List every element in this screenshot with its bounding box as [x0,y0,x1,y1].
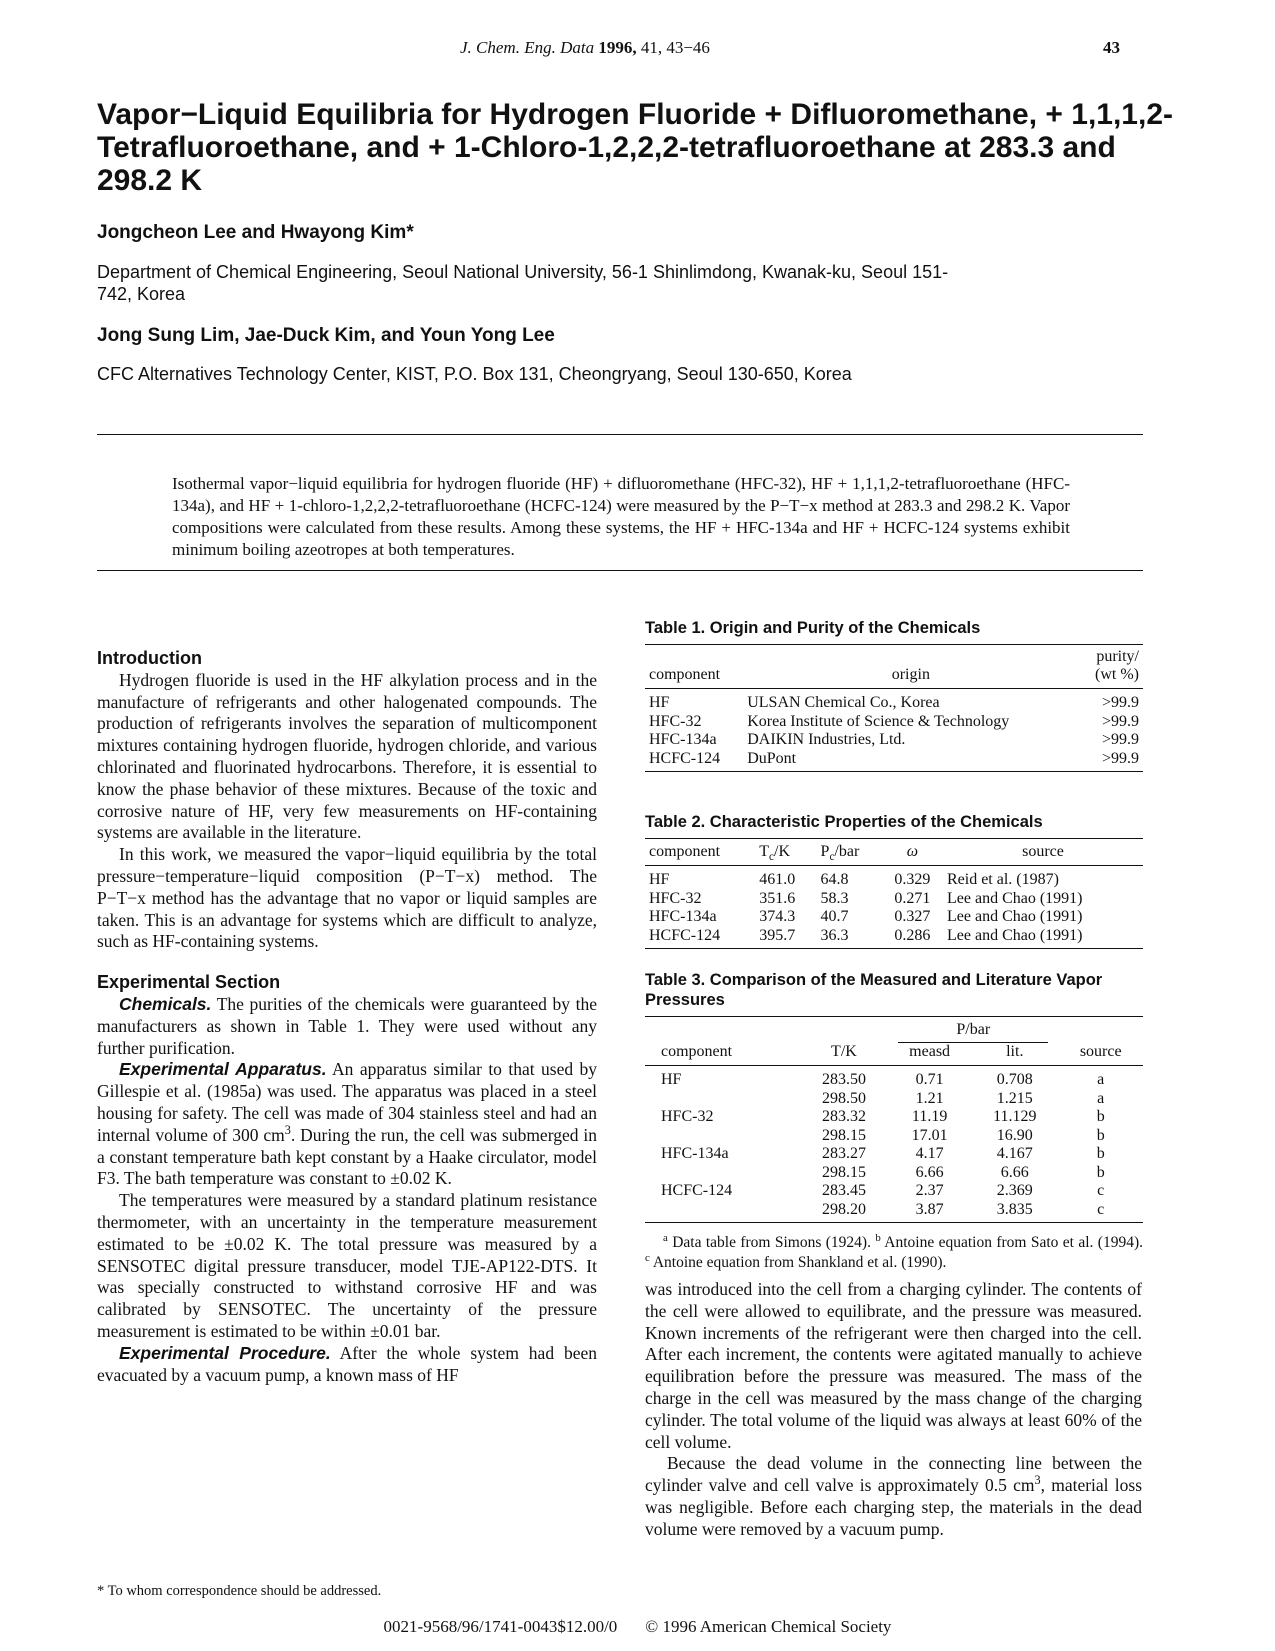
footnote-mark-c: c [645,1251,650,1264]
table-3-caption: Table 3. Comparison of the Measured and Literature Vapor Pressures [645,971,1103,1009]
table-cell: 298.50 [821,1089,866,1107]
page-footer [0,1617,1275,1637]
cube-superscript: 3 [284,1122,291,1137]
left-column [97,648,597,1386]
table-cell: >99.9 [1101,731,1139,748]
table-cell: HFC-32 [649,889,702,907]
table-cell: 0.329 [894,871,931,888]
table-cell: >99.9 [1101,694,1139,711]
table-cell: 6.66 [915,1163,944,1181]
table-1-header-origin: origin [743,645,1078,689]
table-3-header-t: T/K [800,1043,888,1066]
intro-paragraph-2: In this work, we measured the vapor−liquid equilibria by the total pressure−temperature−liquid composition (P−T−x) method. The P−T−x method has the advantage that no vapor or liquid samples are taken. This is an advantage for systems which are difficult to analyze, such as HF-containing systems. [97,844,597,952]
table-cell: 40.7 [820,908,849,925]
apparatus-text-a: An apparatus similar to that used by Gillespie et al. (1985a) was used. The apparatus was placed in a steel housing for safety. The cell was made of 304 stainless steel and had an internal volume of 300 cm [97,1059,597,1145]
journal-pages: 41, 43−46 [636,38,710,57]
right-column-body [645,1279,1142,1541]
dead-volume-paragraph [645,1453,1142,1540]
table-cell [645,1090,800,1109]
table-cell: HCFC-124 [645,750,743,772]
dead-volume-text-a: Because the dead volume in the connecting line between the cylinder valve and cell valve is approximately 0.5 cm [645,1453,1142,1496]
running-head [0,38,1275,62]
abstract: Isothermal vapor−liquid equilibria for hydrogen fluoride (HF) + difluoromethane (HFC-32), HF + 1,1,1,2-tetrafluoroethane (HFC-134a), and HF + 1-chloro-1,2,2,2-tetrafluoroethane (HCFC-124) were measured by the P−T−x method at 283.3 and 298.2 K. Vapor compositions were calculated from these results. Among these systems, the HF + HFC-134a and HF + HCFC-124 systems exhibit minimum boiling azeotropes at both temperatures. [172,474,1070,559]
table-cell: 374.3 [759,908,796,925]
table-row [645,890,1143,909]
table-cell: 11.129 [993,1108,1037,1125]
table-cell: 298.15 [821,1163,866,1181]
copyright-notice: © 1996 American Chemical Society [645,1617,892,1636]
table-cell: 17.01 [911,1126,948,1144]
apparatus-paragraph [97,1059,597,1190]
table-cell: Korea Institute of Science & Technology [747,712,1010,730]
table-cell: ULSAN Chemical Co., Korea [747,694,940,711]
table-3-header-component: component [645,1043,800,1066]
table-row [645,731,1143,750]
table-row [645,1127,1143,1146]
table-cell: >99.9 [1101,712,1139,730]
table-cell: 298.20 [800,1201,888,1223]
tc-subscript: c [769,851,774,864]
chemicals-text: The purities of the chemicals were guaranteed by the manufacturers as shown in Table 1. They were used without any further purification. [97,993,597,1058]
table-cell: 4.167 [996,1145,1033,1162]
authors-group-2: Jong Sung Lim, Jae-Duck Kim, and Youn Yong Lee [97,325,555,346]
table-cell: 283.45 [821,1182,866,1199]
table-row [645,689,1143,713]
table-cell: HCFC-124 [661,1182,733,1199]
page-number: 43 [1103,38,1120,57]
table-cell: 2.37 [915,1182,944,1199]
table-cell: 0.71 [915,1071,944,1088]
table-cell: HF [649,694,670,711]
table-row [645,1090,1143,1109]
table-cell [645,1164,800,1183]
chemicals-paragraph [97,994,597,1059]
article-code: 0021-9568/96/1741-0043$12.00/0 [383,1617,618,1636]
table-cell: 16.90 [996,1126,1033,1144]
pc-unit: /bar [834,843,860,860]
table-cell: 283.32 [821,1108,866,1125]
footnote-mark-b: b [875,1231,881,1244]
table-2-caption: Table 2. Characteristic Properties of the Chemicals [645,813,1043,831]
table-row [645,866,1143,890]
table-1-header-purity-line1: purity/ [1096,648,1139,665]
abstract-bottom-rule [97,570,1143,571]
table-cell: a [1097,1071,1105,1088]
table-cell: 1.215 [996,1089,1033,1107]
procedure-paragraph [97,1343,597,1387]
pc-subscript: c [829,851,835,864]
table-cell: Reid et al. (1987) [946,871,1059,888]
journal-citation [460,38,710,58]
journal-name: J. Chem. Eng. Data [460,38,599,57]
footnote-c-text: Antoine equation from Shankland et al. (1990). [649,1254,947,1271]
table-cell: HFC-32 [649,712,702,730]
table-cell: HFC-134a [649,908,717,925]
table-cell: 283.50 [821,1071,866,1088]
table-2-grid [645,838,1143,949]
table-cell: 0.708 [996,1071,1033,1088]
table-cell: 58.3 [820,889,849,907]
footnote-a-text: Data table from Simons (1924). [667,1234,876,1251]
table-cell: 6.66 [1000,1163,1029,1181]
table-cell: HF [649,871,670,888]
pc-symbol: P [820,843,830,860]
table-cell: 64.8 [820,871,849,888]
table-2-header-pc [817,839,882,866]
journal-year: 1996, [598,38,637,57]
table-cell: 395.7 [755,927,816,949]
tc-unit: /K [774,843,790,860]
table-3-group-header [888,1017,1058,1044]
table-3-header-lit: lit. [971,1043,1058,1066]
authors-group-1: Jongcheon Lee and Hwayong Kim* [97,222,414,243]
table-cell: Lee and Chao (1991) [946,889,1083,907]
table-cell: 11.19 [911,1108,948,1125]
tc-symbol: T [759,843,770,860]
table-3-spacer [645,1017,800,1044]
table-cell: 0.271 [894,889,931,907]
table-row [645,750,1143,772]
table-cell: 3.835 [971,1201,1058,1223]
procedure-continued-paragraph: was introduced into the cell from a charging cylinder. The contents of the cell were allowed to equilibrate, and the pressure was measured. Known increments of the refrigerant were then charged into the cell. After each increment, the contents were agitated manually to achieve equilibration before the pressure was measured. The mass of the charge in the cell was measured by the mass change of the charging cylinder. The total volume of the liquid was always at least 60% of the cell volume. [645,1279,1142,1452]
table-3-spacer [1058,1017,1143,1044]
table-row [645,1182,1143,1201]
table-cell: HFC-134a [649,731,717,748]
table-cell: 283.27 [821,1145,866,1162]
table-cell [645,1127,800,1146]
table-row [645,1145,1143,1164]
table-cell: >99.9 [1078,750,1143,772]
table-cell: 36.3 [817,927,882,949]
temperature-paragraph: The temperatures were measured by a standard platinum resistance thermometer, with an uncertainty in the temperature measurement estimated to be ±0.02 K. The total pressure was measured by a SENSOTEC digital pressure transducer, model TJE-AP122-DTS. It was specially constructed to withstand corrosive HF and was calibrated by SENSOTEC. The uncertainty of the pressure measurement is estimated to be within ±0.01 bar. [97,1190,597,1341]
table-cell: b [1096,1126,1105,1144]
table-cell: DAIKIN Industries, Ltd. [747,731,906,748]
table-1-caption: Table 1. Origin and Purity of the Chemicals [645,619,981,637]
table-cell: b [1096,1108,1105,1125]
table-cell: HFC-134a [661,1145,729,1162]
procedure-run-head: Experimental Procedure. [119,1342,331,1363]
table-1-header-purity-line2: (wt %) [1095,666,1139,683]
table-row [645,1164,1143,1183]
affiliation-2: CFC Alternatives Technology Center, KIST, P.O. Box 131, Cheongryang, Seoul 130-650, Korea [97,364,852,384]
table-row [645,927,1143,949]
table-1-header-component: component [645,645,743,689]
procedure-text: After the whole system had been evacuated by a vacuum pump, a known mass of HF [97,1342,597,1385]
table-3-spacer [800,1017,888,1044]
correspondence-footnote: * To whom correspondence should be addressed. [97,1583,382,1599]
table-2 [645,812,1143,949]
table-cell: DuPont [743,750,1078,772]
table-cell: Lee and Chao (1991) [946,908,1083,925]
table-2-header-source: source [943,839,1143,866]
table-3-header-measd: measd [888,1043,971,1066]
table-cell [645,1201,800,1223]
table-3-group-label: P/bar [898,1021,1048,1043]
dead-volume-text-b: , material loss was negligible. Before each charging step, the materials in the dead volume were removed by a vacuum pump. [645,1475,1142,1539]
table-cell: 1.21 [915,1089,944,1107]
table-row [645,908,1143,927]
table-3-header-source: source [1058,1043,1143,1066]
table-cell: c [1097,1182,1105,1199]
cube-superscript: 3 [1034,1473,1041,1488]
table-3-grid [645,1016,1143,1223]
intro-paragraph-1: Hydrogen fluoride is used in the HF alkylation process and in the manufacture of refrigerants and other halogenated compounds. The production of refrigerants involves the separation of multicomponent mixtures containing hydrogen fluoride, hydrogen chloride, and various chlorinated and fluorinated hydrocarbons. Therefore, it is essential to know the phase behavior of these mixtures. Because of the toxic and corrosive nature of HF, very few measurements on HF-containing systems are available in the literature. [97,669,597,843]
footnote-mark-a: a [663,1231,668,1244]
apparatus-run-head: Experimental Apparatus. [119,1059,327,1080]
table-row [645,713,1143,732]
table-row [645,1108,1143,1127]
table-row [645,1201,1143,1223]
table-cell: 351.6 [759,889,796,907]
table-cell: 2.369 [996,1182,1033,1199]
table-cell: b [1096,1145,1105,1162]
table-row [645,1066,1143,1090]
footnote-b-text: Antoine equation from Sato et al. (1994). [880,1234,1143,1251]
table-cell: HCFC-124 [645,927,755,949]
chemicals-run-head: Chemicals. [119,993,212,1014]
table-3 [645,970,1143,1273]
affiliation-1: Department of Chemical Engineering, Seoul National University, 56-1 Shinlimdong, Kwanak-ku, Seoul 151-742, Korea [97,262,949,304]
table-1-grid [645,644,1143,772]
table-cell: 0.286 [882,927,943,949]
table-cell: HF [661,1071,682,1088]
table-cell: 0.327 [894,908,931,925]
table-cell: a [1097,1089,1105,1107]
paper-title: Vapor−Liquid Equilibria for Hydrogen Fluoride + Difluoromethane, + 1,1,1,2-Tetrafluoroethane, and + 1-Chloro-1,2,2,2-tetrafluoroethane at 283.3 and 298.2 K [97,98,1174,197]
table-1 [645,618,1143,772]
table-2-header-component: component [645,839,755,866]
table-cell: b [1096,1163,1105,1181]
apparatus-text-b: . During the run, the cell was submerged in a constant temperature bath kept constant by a Haake circulator, model F3. The bath temperature was constant to ±0.02 K. [97,1124,597,1189]
table-2-header-tc [755,839,816,866]
abstract-top-rule [97,434,1143,435]
table-cell: 298.15 [821,1126,866,1144]
table-cell: 4.17 [915,1145,944,1162]
table-1-header-purity [1078,645,1143,689]
table-cell: 461.0 [759,871,796,888]
table-cell: c [1058,1201,1143,1223]
table-3-footnotes [645,1233,1143,1273]
intro-heading: Introduction [97,648,202,668]
experimental-heading: Experimental Section [97,972,281,993]
table-cell: Lee and Chao (1991) [943,927,1143,949]
table-cell: 3.87 [888,1201,971,1223]
table-2-header-omega: ω [882,839,943,866]
table-cell: HFC-32 [661,1108,714,1125]
